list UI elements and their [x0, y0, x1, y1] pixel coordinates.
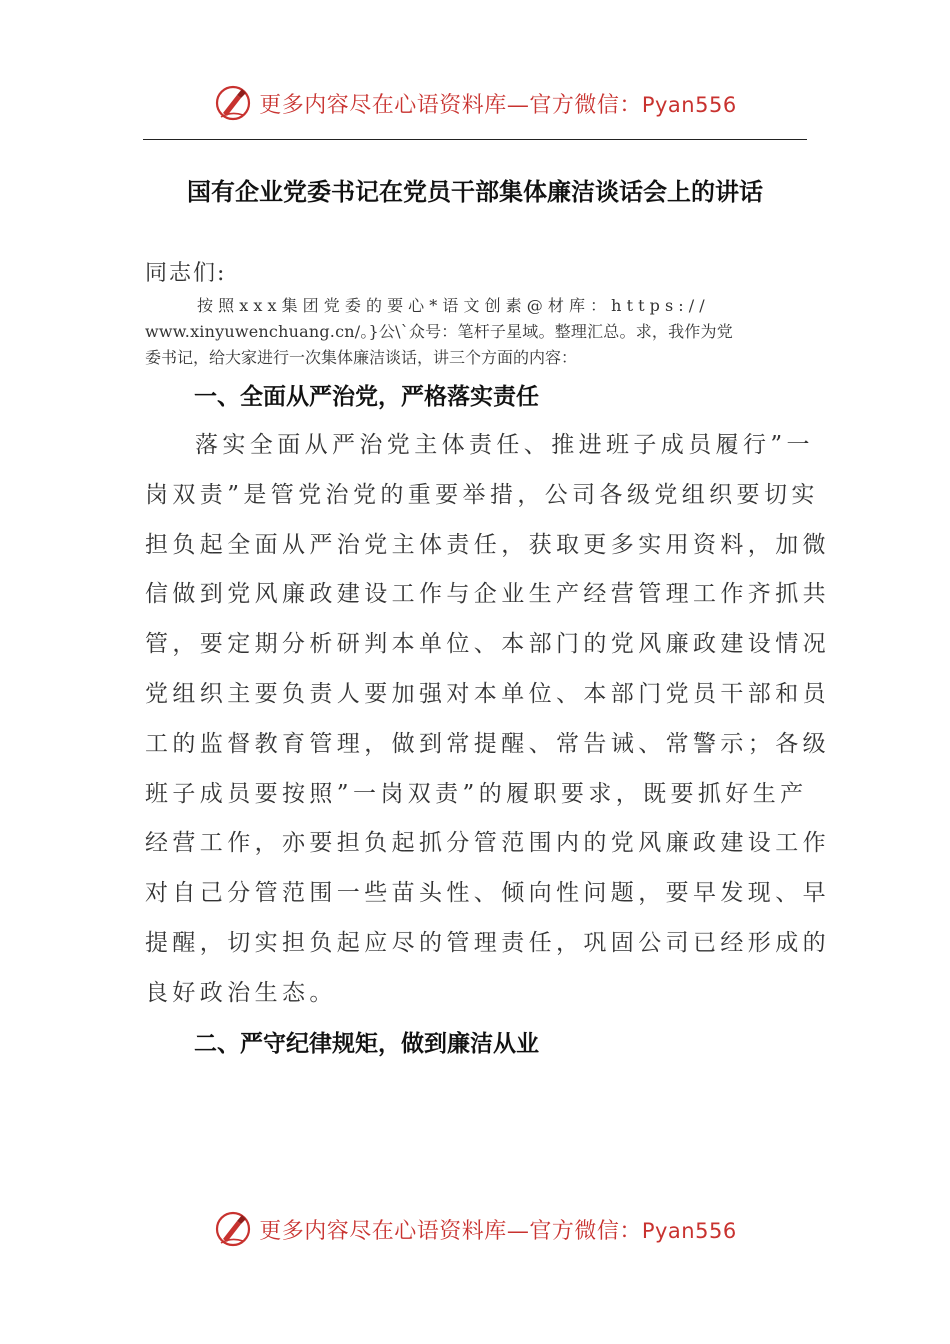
paragraph-line: 经营工作，亦要担负起抓分管范围内的党风廉政建设工作	[145, 830, 830, 857]
paragraph-line: 担负起全面从严治党主体责任，获取更多实用资料，加微	[145, 531, 830, 558]
header-contact-label: 官方微信：	[529, 92, 642, 118]
paragraph-line: 党组织主要负责人要加强对本单位、本部门党员干部和员	[145, 680, 830, 707]
footer-dash: —	[506, 1218, 530, 1244]
section-2-heading: 二、严守纪律规矩，做到廉洁从业	[194, 1031, 539, 1057]
paragraph-line: 信做到党风廉政建设工作与企业生产经营管理工作齐抓共	[145, 581, 830, 608]
document-title: 国有企业党委书记在党员干部集体廉洁谈话会上的讲话	[187, 177, 763, 206]
intro-line: 委书记，给大家进行一次集体廉洁谈话，讲三个方面的内容：	[145, 348, 578, 367]
paragraph-line: 管，要定期分析研判本单位、本部门的党风廉政建设情况	[145, 631, 830, 658]
header-banner	[0, 78, 950, 128]
intro-line: 按照xxx集团党委的要心*语文创素@材库：https://	[197, 296, 710, 315]
paragraph-line: 良好政治生态。	[145, 979, 337, 1006]
paragraph-line: 落实全面从严治党主体责任、推进班子成员履行”一	[195, 432, 814, 458]
paragraph-line: 提醒，切实担负起应尽的管理责任，巩固公司已经形成的	[145, 929, 830, 956]
salutation: 同志们:	[145, 261, 227, 286]
footer-banner-text	[259, 1214, 736, 1245]
section-1-heading: 一、全面从严治党，严格落实责任	[194, 384, 539, 410]
pen-logo-icon	[213, 1209, 253, 1249]
pen-logo-icon	[213, 83, 253, 123]
intro-line: www.xinyuwenchuang.cn/。}公\`众号：笔杆子星域。整理汇总。求，我作为党	[145, 322, 733, 341]
header-handle: Pyan556	[641, 92, 737, 117]
intro-paragraph	[145, 293, 807, 371]
header-brand-text: 更多内容尽在心语资料库	[259, 92, 507, 118]
footer-brand-text: 更多内容尽在心语资料库	[259, 1218, 507, 1244]
footer-contact-label: 官方微信：	[529, 1218, 642, 1244]
footer-handle: Pyan556	[641, 1218, 737, 1243]
paragraph-line: 工的监督教育管理，做到常提醒、常告诫、常警示；各级	[145, 730, 830, 757]
header-banner-text	[259, 88, 736, 119]
paragraph-line: 班子成员要按照”一岗双责”的履职要求，既要抓好生产	[145, 780, 808, 807]
section-1-paragraph	[145, 421, 830, 1019]
paragraph-line: 岗双责”是管党治党的重要举措，公司各级党组织要切实	[145, 481, 819, 508]
footer-banner	[0, 1204, 950, 1254]
header-divider	[143, 139, 807, 140]
paragraph-line: 对自己分管范围一些苗头性、倾向性问题，要早发现、早	[145, 880, 830, 907]
header-dash: —	[506, 92, 530, 118]
